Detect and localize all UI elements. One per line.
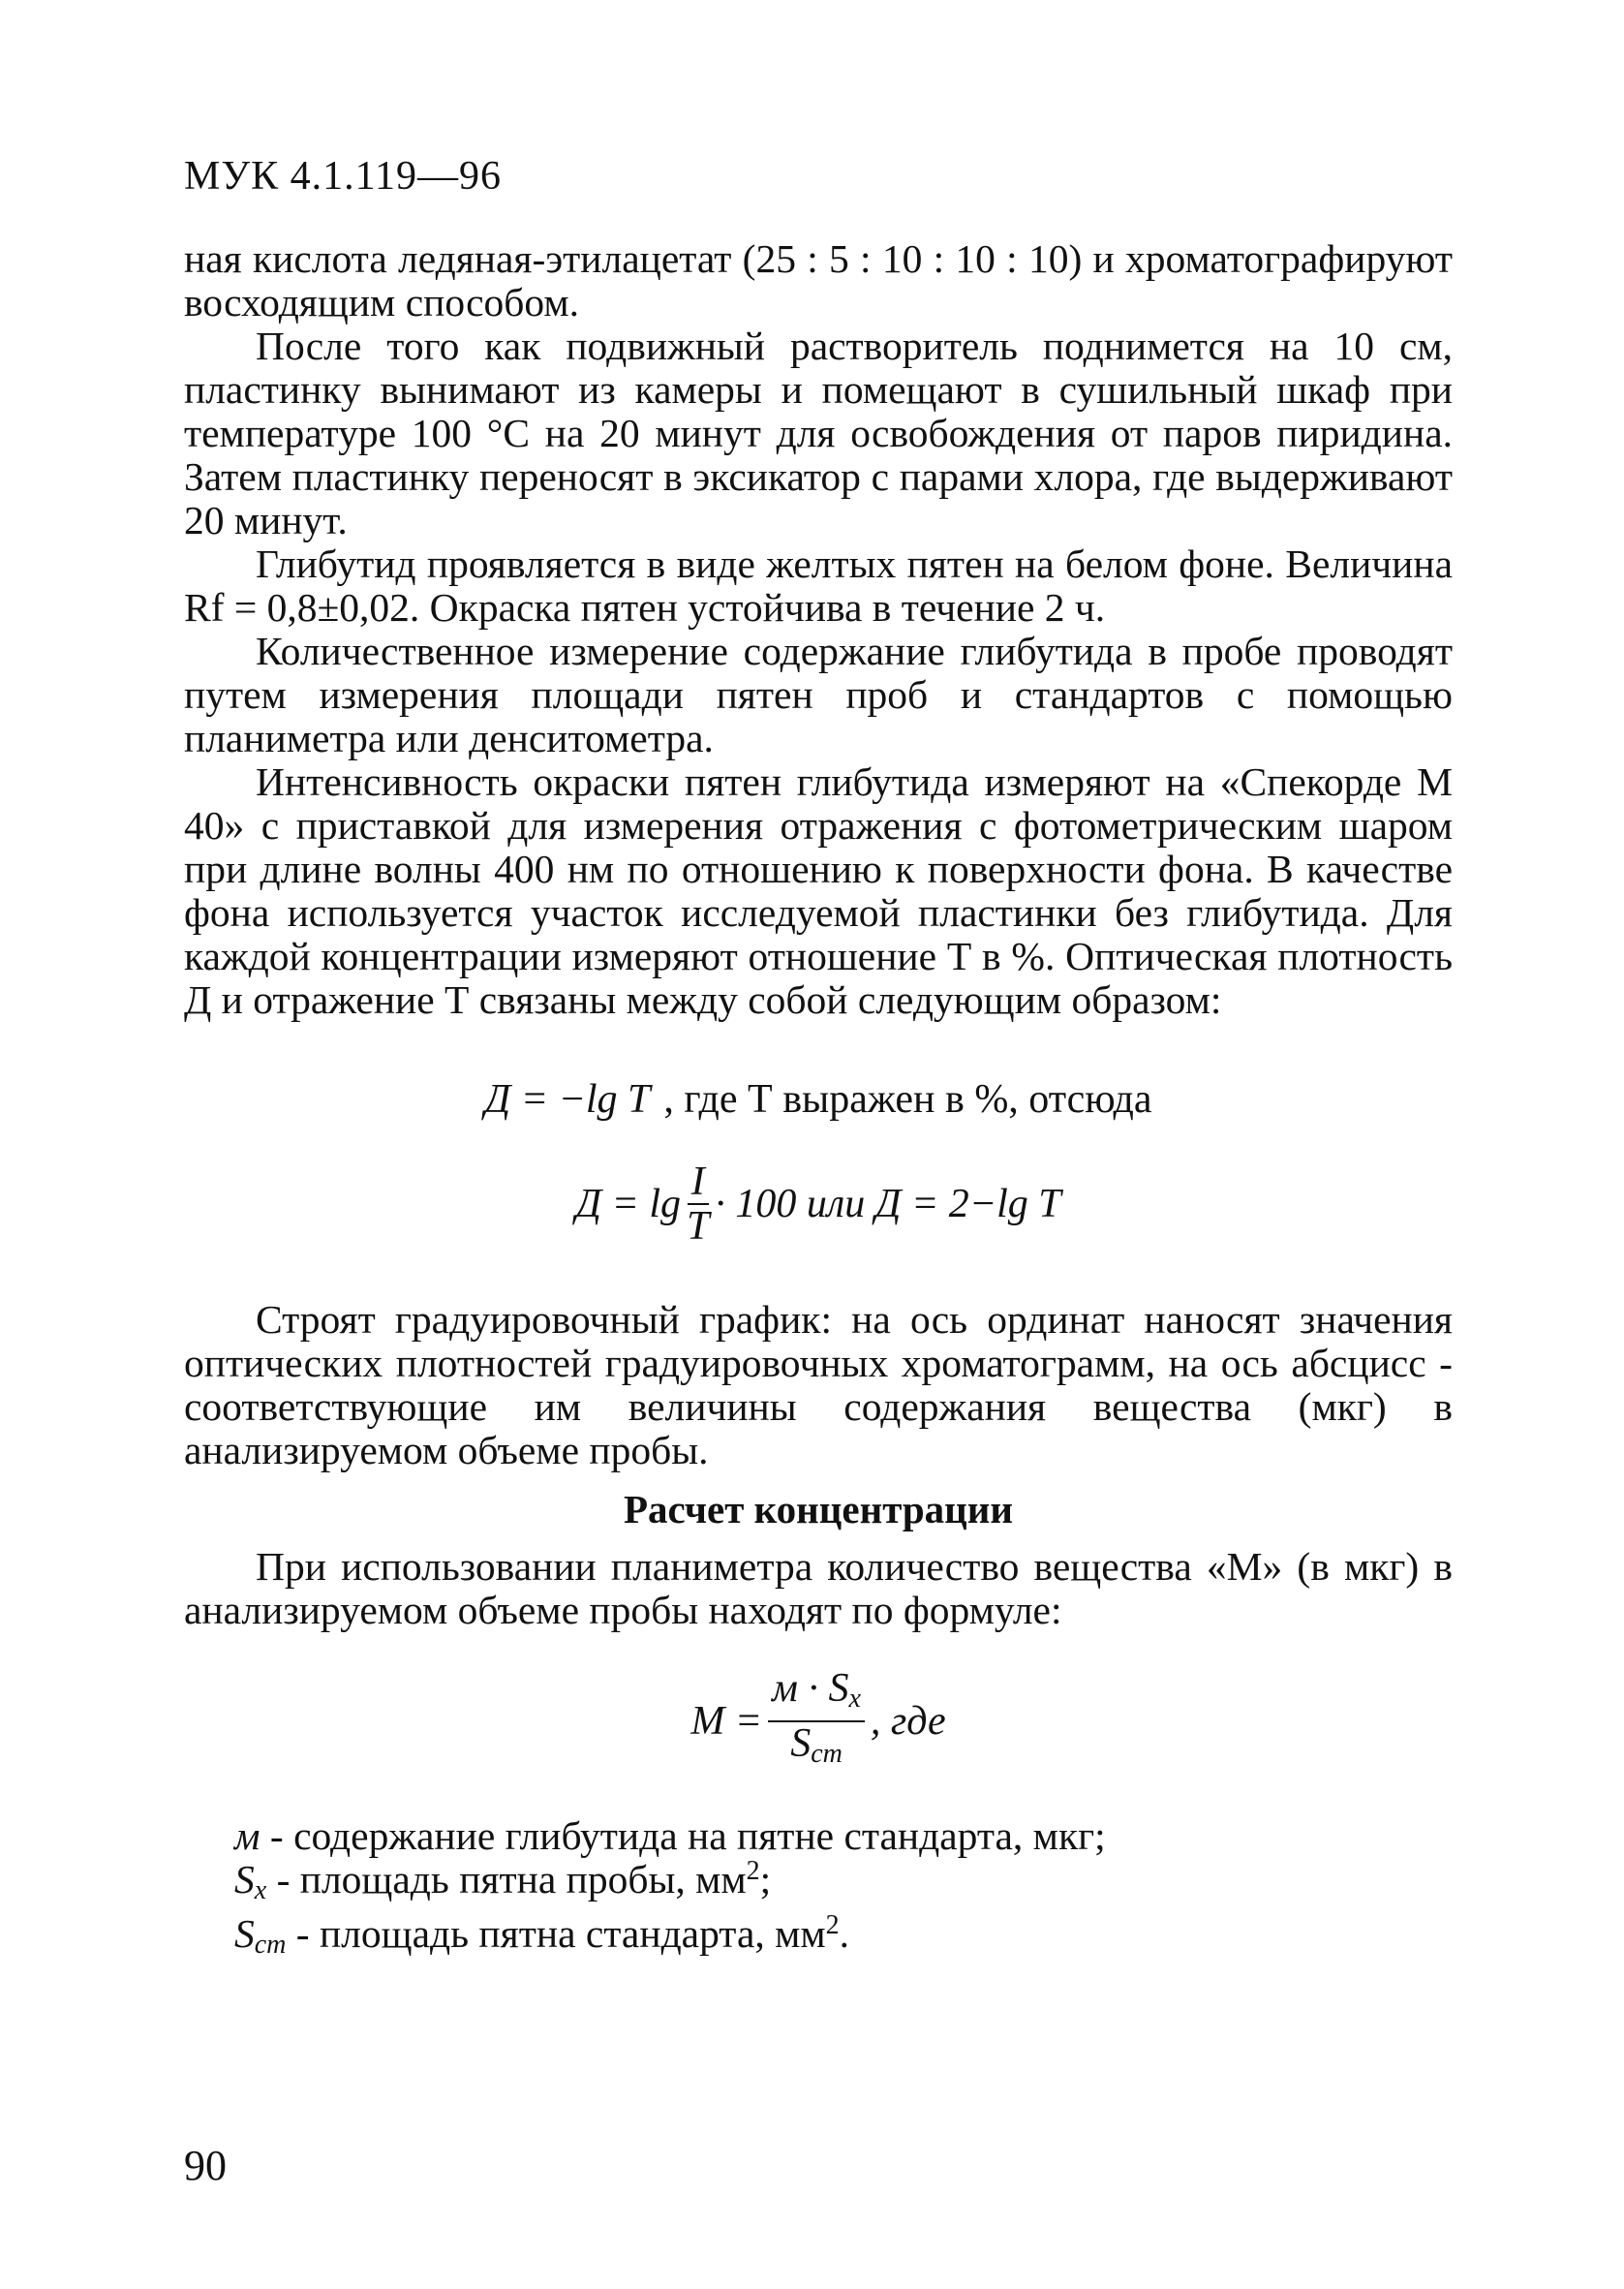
formula-2-lhs: Д = lg: [575, 1181, 682, 1226]
definition-sx-sub: x: [254, 1875, 267, 1905]
definition-scm: [184, 1912, 1453, 1966]
formula-1-text: , где Т выражен в %, отсюда: [663, 1077, 1152, 1122]
definition-scm-end: .: [839, 1911, 850, 1956]
paragraph-1: ная кислота ледяная-этилацетат (25 : 5 : 10 : 10 : 10) и хроматографируют восходящим способом.: [184, 236, 1453, 325]
definition-sx-text: - площадь пятна пробы, мм: [266, 1857, 747, 1902]
formula-1-lhs: Д = −lg T: [484, 1077, 651, 1122]
formula-3-num-text: м · S: [772, 1666, 849, 1711]
definition-scm-symbol: S: [234, 1911, 255, 1956]
definition-scm-sub: cm: [254, 1930, 287, 1960]
definition-m: [184, 1814, 1453, 1858]
formula-3-num-sub: x: [848, 1684, 861, 1714]
formula-3-lhs: M =: [690, 1698, 763, 1744]
formula-3-fraction: [768, 1667, 865, 1776]
paragraph-3: Глибутид проявляется в виде желтых пятен на белом фоне. Величина Rf = 0,8±0,02. Окраска пятен устойчива в течение 2 ч.: [184, 541, 1453, 630]
definition-sx-symbol: S: [234, 1857, 255, 1902]
formula-2-denominator: T: [687, 1204, 710, 1249]
definition-sx-end: ;: [759, 1857, 772, 1902]
definition-sx: [184, 1858, 1453, 1912]
paragraph-2: После того как подвижный растворитель поднимется на 10 см, пластинку вынимают из камеры и помещают в сушильный шкаф при температуре 100 °С на 20 минут для освобождения от паров пиридина. Затем пластинку переносят в эксикатор с парами хлора, где выдерживают 20 минут.: [184, 324, 1453, 542]
paragraph-5: Интенсивность окраски пятен глибутида измеряют на «Спекорде М 40» с приставкой для измерения отражения с фотометрическим шаром при длине волны 400 нм по отношению к поверхности фона. В качестве фона используется участок исследуемой пластинки без глибутида. Для каждой концентрации измеряют отношение Т в %. Оптическая плотность Д и отражение Т связаны между собой следующим образом:: [184, 759, 1453, 1022]
definition-m-text: - содержание глибутида на пятне стандарта, мкг;: [260, 1813, 1106, 1858]
definition-sx-sup: 2: [746, 1856, 760, 1886]
formula-3-tail: , где: [870, 1698, 946, 1744]
formula-2-rest: · 100 или Д = 2−lg T: [715, 1181, 1061, 1226]
paragraph-6: Строят градуировочный график: на ось ординат наносят значения оптических плотностей градуировочных хроматограмм, на ось абсцисс - соответствующие им величины содержания вещества (мкг) в анализируемом объеме пробы.: [184, 1297, 1453, 1472]
formula-2-fraction: [687, 1160, 709, 1248]
formula-2-numerator: I: [688, 1160, 709, 1205]
page-number: 90: [184, 2142, 227, 2189]
definition-m-symbol: м: [234, 1813, 260, 1858]
formula-mass: [184, 1667, 1453, 1776]
document-body: [184, 237, 1453, 1966]
formula-3-den-sub: cm: [811, 1739, 843, 1769]
section-title: Расчет концентрации: [623, 1487, 1014, 1531]
formula-3-numerator: [768, 1667, 865, 1722]
formula-3-denominator: [790, 1722, 843, 1776]
formula-density-transform: [184, 1160, 1453, 1248]
definition-scm-sup: 2: [825, 1910, 840, 1940]
formula-3-den-text: S: [790, 1721, 812, 1766]
definitions-list: [184, 1814, 1453, 1966]
formula-optical-density: [184, 1078, 1453, 1122]
paragraph-7: При использовании планиметра количество вещества «М» (в мкг) в анализируемом объеме пробы находят по формуле:: [184, 1544, 1453, 1632]
document-header: МУК 4.1.119—96: [184, 154, 503, 199]
definition-scm-text: - площадь пятна стандарта, мм: [286, 1911, 826, 1956]
paragraph-4: Количественное измерение содержание глибутида в пробе проводят путем измерения площади пятен проб и стандартов с помощью планиметра или денситометра.: [184, 629, 1453, 760]
